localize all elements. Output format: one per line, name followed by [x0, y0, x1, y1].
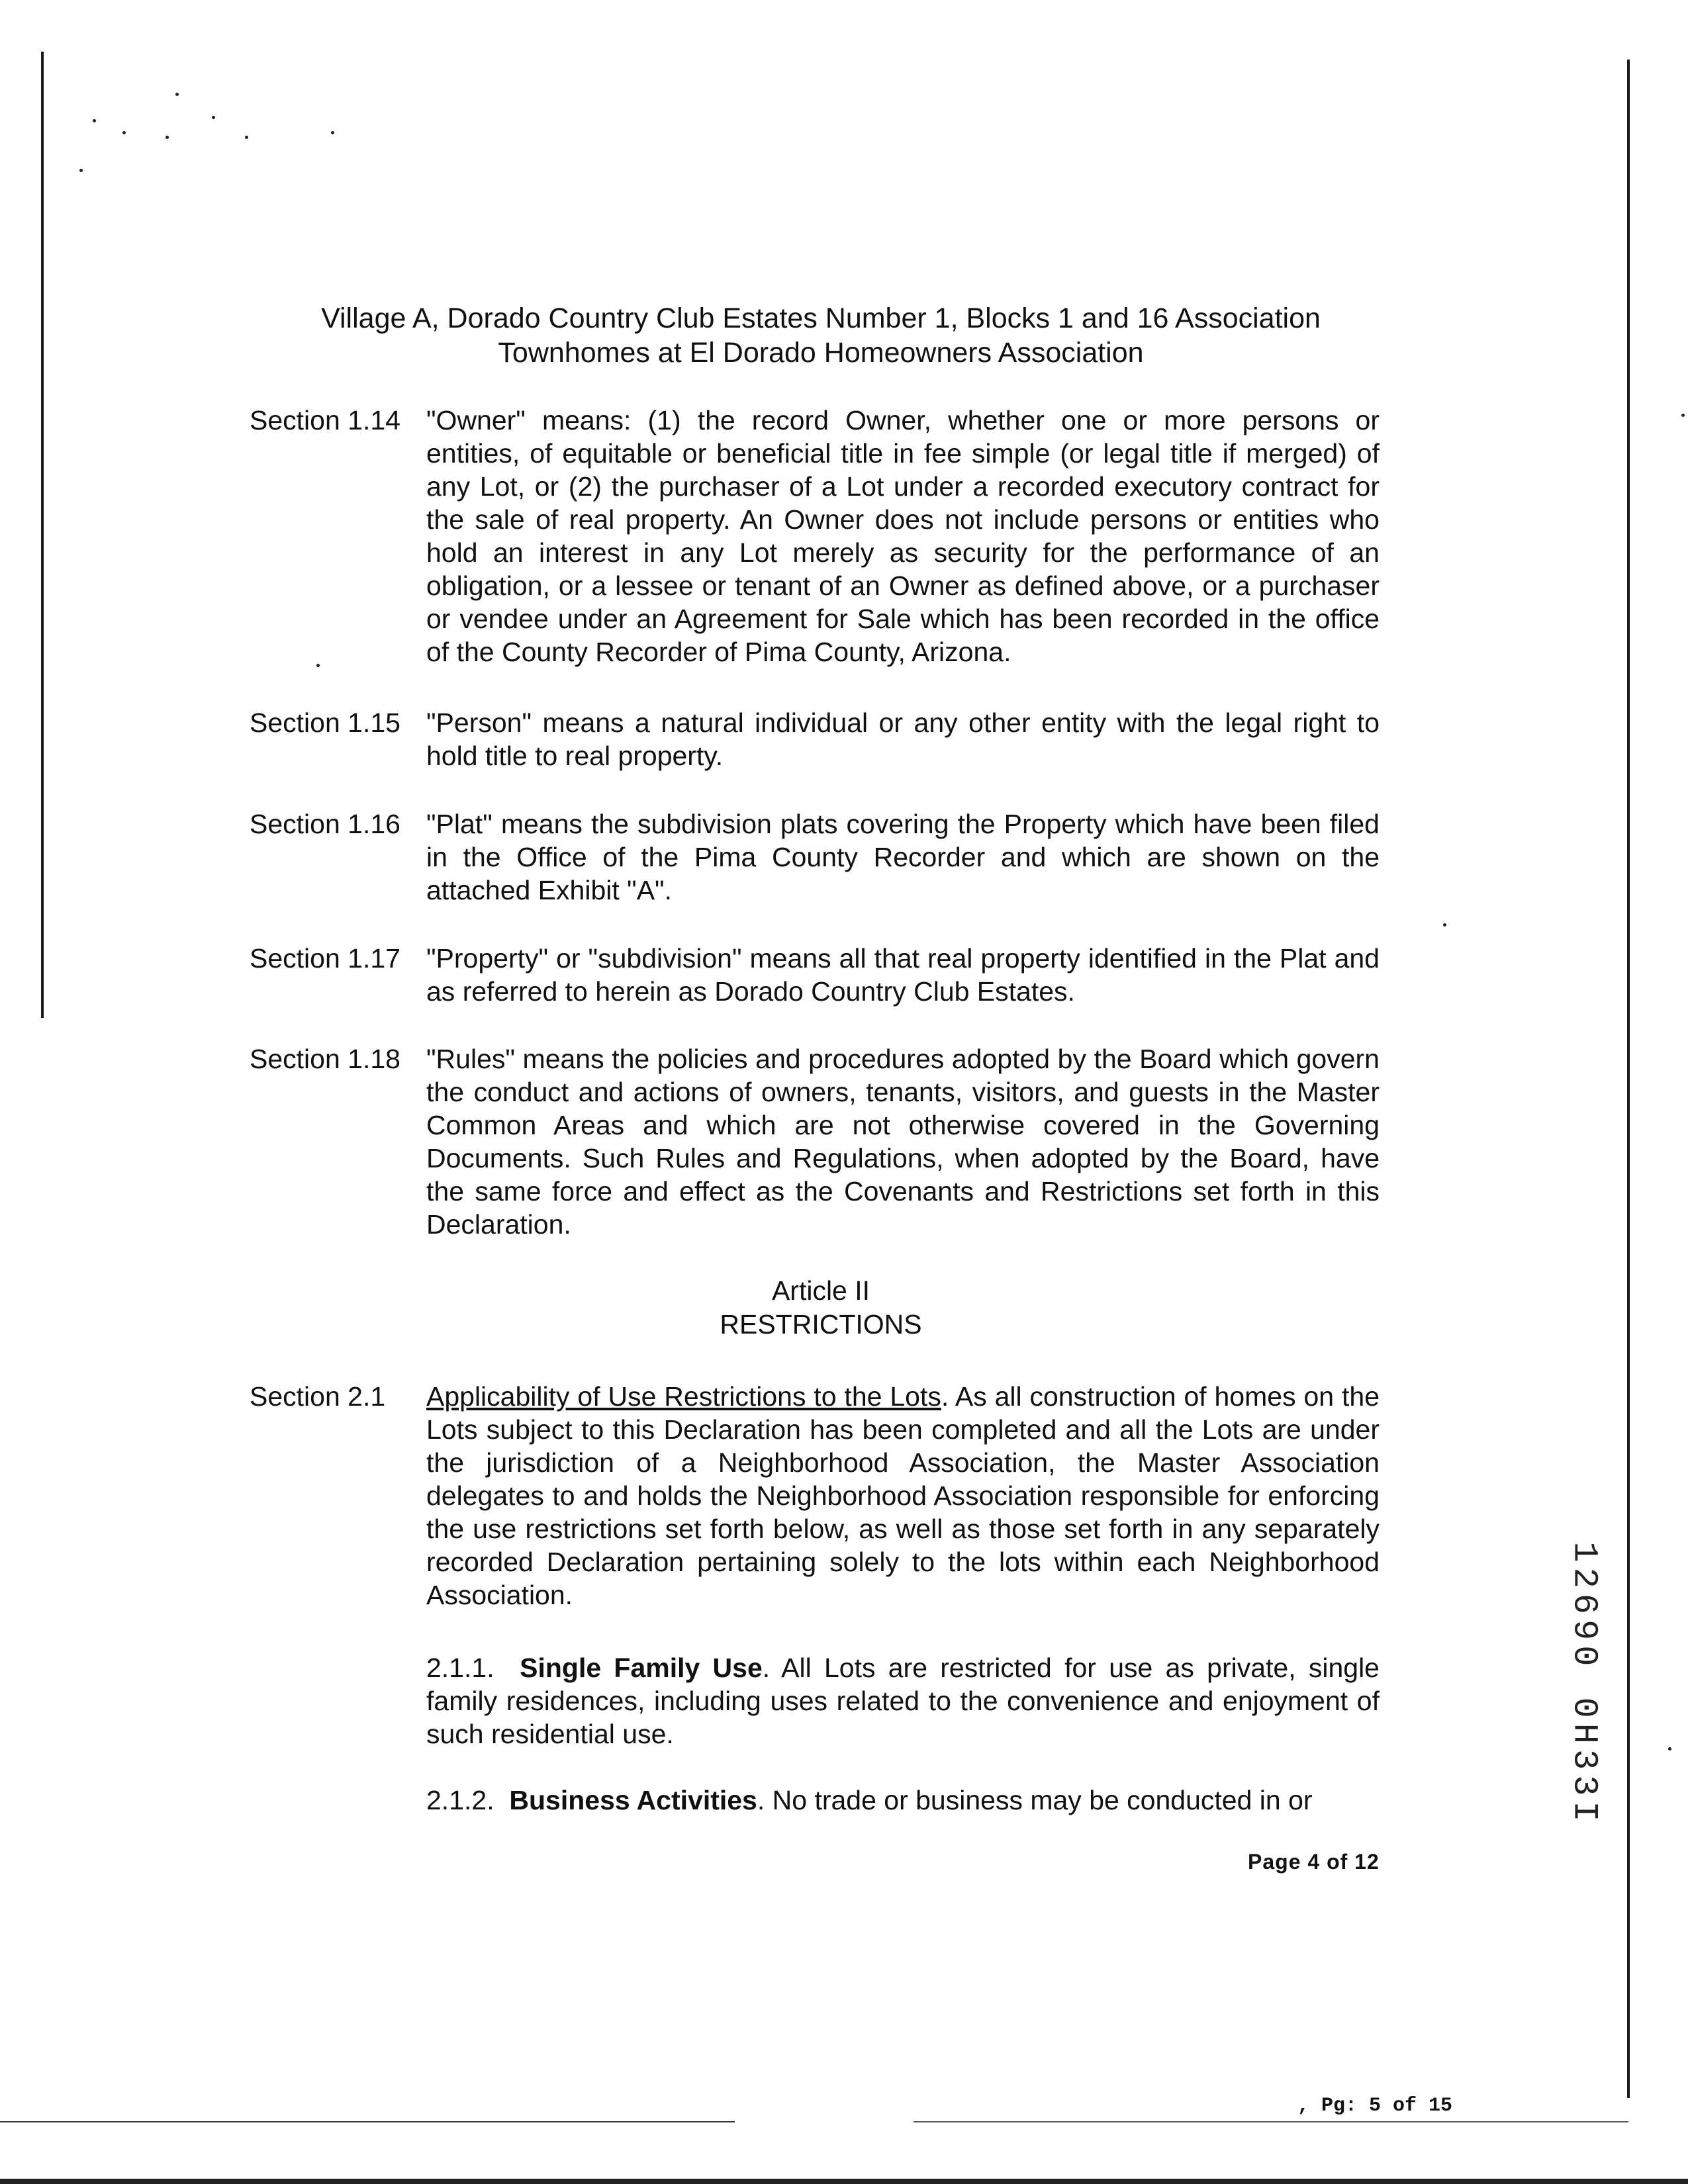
- section-text: "Plat" means the subdivision plats covering the Property which have been filed in the Office of the Pima County Recorder and which are shown on the attached Exhibit "A".: [426, 809, 1380, 905]
- section-text: "Person" means a natural individual or any other entity with the legal right to hold title to real property.: [426, 707, 1380, 771]
- footer-rule-right: [914, 2121, 1628, 2122]
- scan-speck: [1443, 923, 1446, 927]
- section-body-text: . As all construction of homes on the Lots subject to this Declaration has been completed and all the Lots are under the jurisdiction of a Neighborhood Association, the Master Association delegates to and holds the Neighborhood Association responsible for enforcing the use restrictions set forth below, as well as those set forth in any separately recorded Declaration pertaining solely to the lots within each Neighborhood Association.: [426, 1381, 1380, 1610]
- section-label: Section 1.16: [250, 809, 400, 839]
- scan-speck: [175, 93, 179, 96]
- article-number: Article II: [771, 1275, 870, 1306]
- section-text: "Owner" means: (1) the record Owner, whether one or more persons or entities, of equitable or beneficial title in fee simple (or legal title if merged) of any Lot, or (2) the purchaser of a Lot under a recorded executory contract for the sale of real property. An Owner does not include persons or entities who hold an interest in any Lot merely as security for the performance of an obligation, or a lessee or tenant of an Owner as defined above, or a purchaser or vendee under an Agreement for Sale which has been recorded in the office of the County Recorder of Pima County, Arizona.: [426, 405, 1380, 667]
- subsection-number: 2.1.1.: [426, 1653, 494, 1683]
- section-text: [426, 1380, 1380, 1612]
- subsection-text: . All Lots are restricted for use as private, single family residences, including uses related to the convenience and enjoyment of such residential use.: [426, 1653, 1380, 1749]
- subsection-text: . No trade or business may be conducted in or: [757, 1785, 1313, 1815]
- page-number: Page 4 of 12: [1248, 1850, 1380, 1874]
- scan-speck: [79, 169, 83, 172]
- footer-rule-left: [0, 2121, 735, 2122]
- document-header: [159, 301, 1483, 370]
- subsection-heading: Single Family Use: [520, 1653, 763, 1683]
- subsection-number: 2.1.2.: [426, 1785, 494, 1815]
- section-heading: Applicability of Use Restrictions to the Lots: [426, 1381, 941, 1412]
- scan-speck: [1681, 414, 1685, 417]
- section-text: "Rules" means the policies and procedures adopted by the Board which govern the conduct and actions of owners, tenants, visitors, and guests in the Master Common Areas and which are not otherwise covered in the Governing Documents. Such Rules and Regulations, when adopted by the Board, have the same force and effect as the Covenants and Restrictions set forth in this Declaration.: [426, 1044, 1380, 1240]
- subsection-2-1-2: [426, 1784, 1380, 1817]
- scan-left-edge-line: [41, 52, 44, 1018]
- recorder-stamp: 12690 0H33I: [1564, 1541, 1604, 1827]
- scan-speck: [93, 119, 96, 122]
- scan-speck: [212, 116, 215, 119]
- subsection-2-1-1: [426, 1651, 1380, 1751]
- section-text: "Property" or "subdivision" means all that real property identified in the Plat and as referred to herein as Dorado Country Club Estates.: [426, 943, 1380, 1007]
- section-label: Section 1.17: [250, 943, 400, 974]
- scan-bottom-edge: [0, 2179, 1688, 2184]
- header-line-1: Village A, Dorado Country Club Estates Number 1, Blocks 1 and 16 Association: [321, 302, 1321, 334]
- article-title: RESTRICTIONS: [720, 1309, 922, 1340]
- section-label: Section 1.14: [250, 405, 400, 435]
- article-heading: [159, 1274, 1483, 1342]
- scan-speck: [1668, 1747, 1671, 1751]
- scan-right-edge-line: [1627, 60, 1630, 2098]
- recorder-page-footer: , Pg: 5 of 15: [1297, 2095, 1453, 2117]
- scan-speck: [165, 136, 169, 139]
- scan-speck: [245, 136, 248, 139]
- section-label: Section 1.18: [250, 1044, 400, 1074]
- header-line-2: Townhomes at El Dorado Homeowners Association: [498, 337, 1144, 369]
- section-label: Section 2.1: [250, 1381, 386, 1412]
- scan-speck: [331, 131, 334, 134]
- scan-speck: [316, 664, 320, 667]
- scan-speck: [122, 131, 126, 134]
- subsection-heading: Business Activities: [509, 1785, 757, 1815]
- section-label: Section 1.15: [250, 707, 400, 738]
